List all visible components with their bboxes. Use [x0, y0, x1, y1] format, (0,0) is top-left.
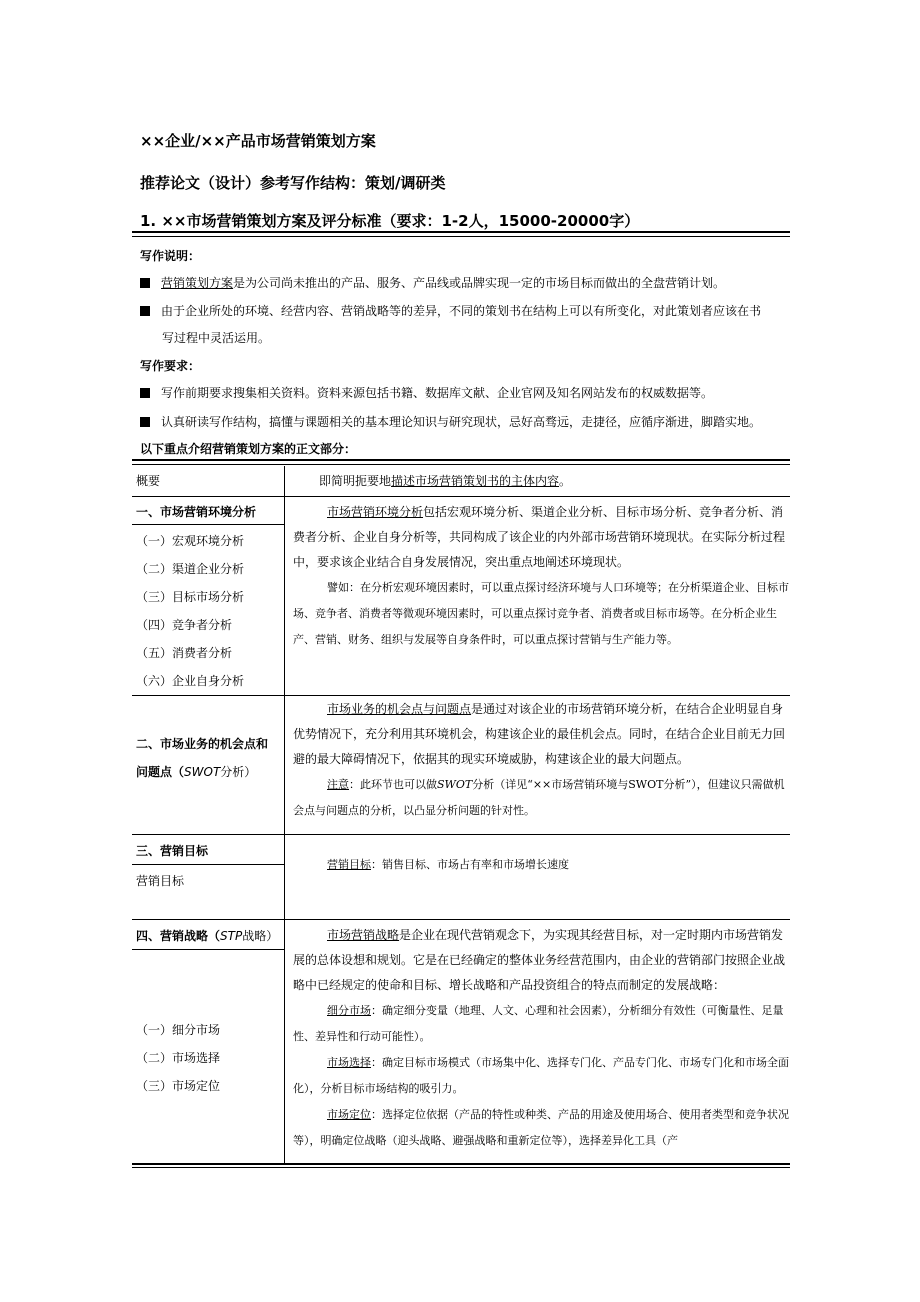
table-row — [132, 497, 790, 696]
square-bullet-icon — [140, 388, 150, 398]
row-label-list — [132, 950, 284, 1100]
list-item: （一）宏观环境分析 — [136, 534, 245, 548]
intro-line: 以下重点介绍营销策划方案的正文部分： — [140, 442, 357, 456]
goal-text: 营销目标：销售目标、市场占有率和市场增长速度 — [327, 858, 569, 871]
row-label-list — [132, 525, 284, 695]
writing-notes-label: 写作说明： — [140, 249, 201, 263]
table-top-rule-thick — [132, 459, 790, 461]
document-title: ××企业/××产品市场营销策划方案 — [140, 132, 376, 150]
list-item: （一）细分市场 — [136, 1023, 221, 1037]
row-heading-env: 一、市场营销环境分析 — [132, 497, 284, 525]
section-rule-thin — [132, 236, 790, 237]
positioning-text: 市场定位：选择定位依据（产品的特性或种类、产品的用途及使用场合、使用者类型和竞争状况等），明确定位战略（迎头战略、避强战略和重新定位等），选择差异化工具（产 — [293, 1108, 789, 1147]
writing-requirements-label: 写作要求： — [140, 359, 201, 373]
table-row — [132, 920, 790, 1164]
table-bottom-rule-thin — [132, 1167, 790, 1168]
table-bottom-rule-thick — [132, 1163, 790, 1165]
list-item: （三）目标市场分析 — [136, 590, 245, 604]
square-bullet-icon — [140, 306, 150, 316]
env-example-text: 譬如：在分析宏观环境因素时，可以重点探讨经济环境与人口环境等；在分析渠道企业、目标市场、竞争者、消费者等微观环境因素时，可以重点探讨竞争者、消费者或目标市场等。在分析企业生产、营销、财务、组织与发展等自身条件时，可以重点探讨营销与生产能力等。 — [293, 581, 789, 646]
list-item: （三）市场定位 — [136, 1079, 221, 1093]
row-heading-goal: 三、营销目标 — [132, 835, 284, 865]
square-bullet-icon — [140, 417, 150, 427]
writing-note-item: 营销策划方案是为公司尚未推出的产品、服务、产品线或品牌实现一定的市场目标而做出的全盘营销计划。 — [140, 270, 790, 296]
list-item: （二）市场选择 — [136, 1051, 221, 1065]
row-label-overview: 概要 — [136, 474, 161, 488]
table-row — [132, 835, 790, 920]
list-item: （六）企业自身分析 — [136, 674, 245, 688]
row-heading-strategy: 四、营销战略（STP战略） — [132, 920, 284, 950]
section-title: 1. ××市场营销策划方案及评分标准（要求：1-2人，15000-20000字） — [140, 212, 640, 230]
selection-text: 市场选择：确定目标市场模式（市场集中化、选择专门化、产品专门化、市场专门化和市场全面化），分析目标市场结构的吸引力。 — [293, 1056, 789, 1095]
segmentation-text: 细分市场：确定细分变量（地理、人文、心理和社会因素），分析细分有效性（可衡量性、足量性、差异性和行动可能性）。 — [293, 1004, 784, 1043]
table-top-rule-thin — [132, 464, 790, 465]
document-subtitle: 推荐论文（设计）参考写作结构：策划/调研类 — [140, 174, 446, 192]
writing-requirement-item: 写作前期要求搜集相关资料。资料来源包括书籍、数据库文献、企业官网及知名网站发布的权威数据等。 — [140, 380, 790, 406]
section-rule-thick — [132, 231, 790, 233]
swot-text: 市场业务的机会点与问题点是通过对该企业的市场营销环境分析，在结合企业明显自身优势情况下，充分利用其环境机会，构建该企业的最佳机会点。同时，在结合企业目前无力回避的最大障碍情况下，依据其的现实环境威胁，构建该企业的最大问题点。 — [293, 702, 786, 766]
list-item: （四）竞争者分析 — [136, 618, 233, 632]
writing-requirement-item: 认真研读写作结构，搞懂与课题相关的基本理论知识与研究现状，忌好高骛远，走捷径，应循序渐进，脚踏实地。 — [140, 409, 790, 435]
table-row — [132, 696, 790, 835]
writing-note-continuation: 写过程中灵活运用。 — [162, 331, 271, 345]
table-row — [132, 466, 790, 497]
list-item: （二）渠道企业分析 — [136, 562, 245, 576]
row-heading-swot: 二、市场业务的机会点和 问题点（SWOT分析） — [136, 737, 269, 779]
plan-structure-table — [132, 466, 790, 1163]
swot-note-text: 注意：此环节也可以做SWOT分析（详见“××市场营销环境与SWOT分析”），但建议只需做机会点与问题点的分析，以凸显分析问题的针对性。 — [293, 778, 785, 817]
env-analysis-text: 市场营销环境分析包括宏观环境分析、渠道企业分析、目标市场分析、竞争者分析、消费者分析、企业自身分析等，共同构成了该企业的内外部市场营销环境现状。在实际分析过程中，要求该企业结合自身发展情况，突出重点地阐述环境现状。 — [293, 505, 786, 569]
list-item: （五）消费者分析 — [136, 646, 233, 660]
list-item: 营销目标 — [136, 874, 185, 888]
overview-text: 即简明扼要地描述市场营销策划书的主体内容。 — [319, 474, 572, 488]
term-marketing-plan: 营销策划方案 — [161, 276, 234, 290]
writing-note-item: 由于企业所处的环境、经营内容、营销战略等的差异，不同的策划书在结构上可以有所变化，对此策划者应该在书 — [140, 298, 790, 324]
square-bullet-icon — [140, 278, 150, 288]
strategy-text: 市场营销战略是企业在现代营销观念下，为实现其经营目标，对一定时期内市场营销发展的总体设想和规划。它是在已经确定的整体业务经营范围内，由企业的营销部门按照企业战略中已经规定的使命和目标、增长战略和产品投资组合的特点而制定的发展战略： — [293, 928, 786, 992]
